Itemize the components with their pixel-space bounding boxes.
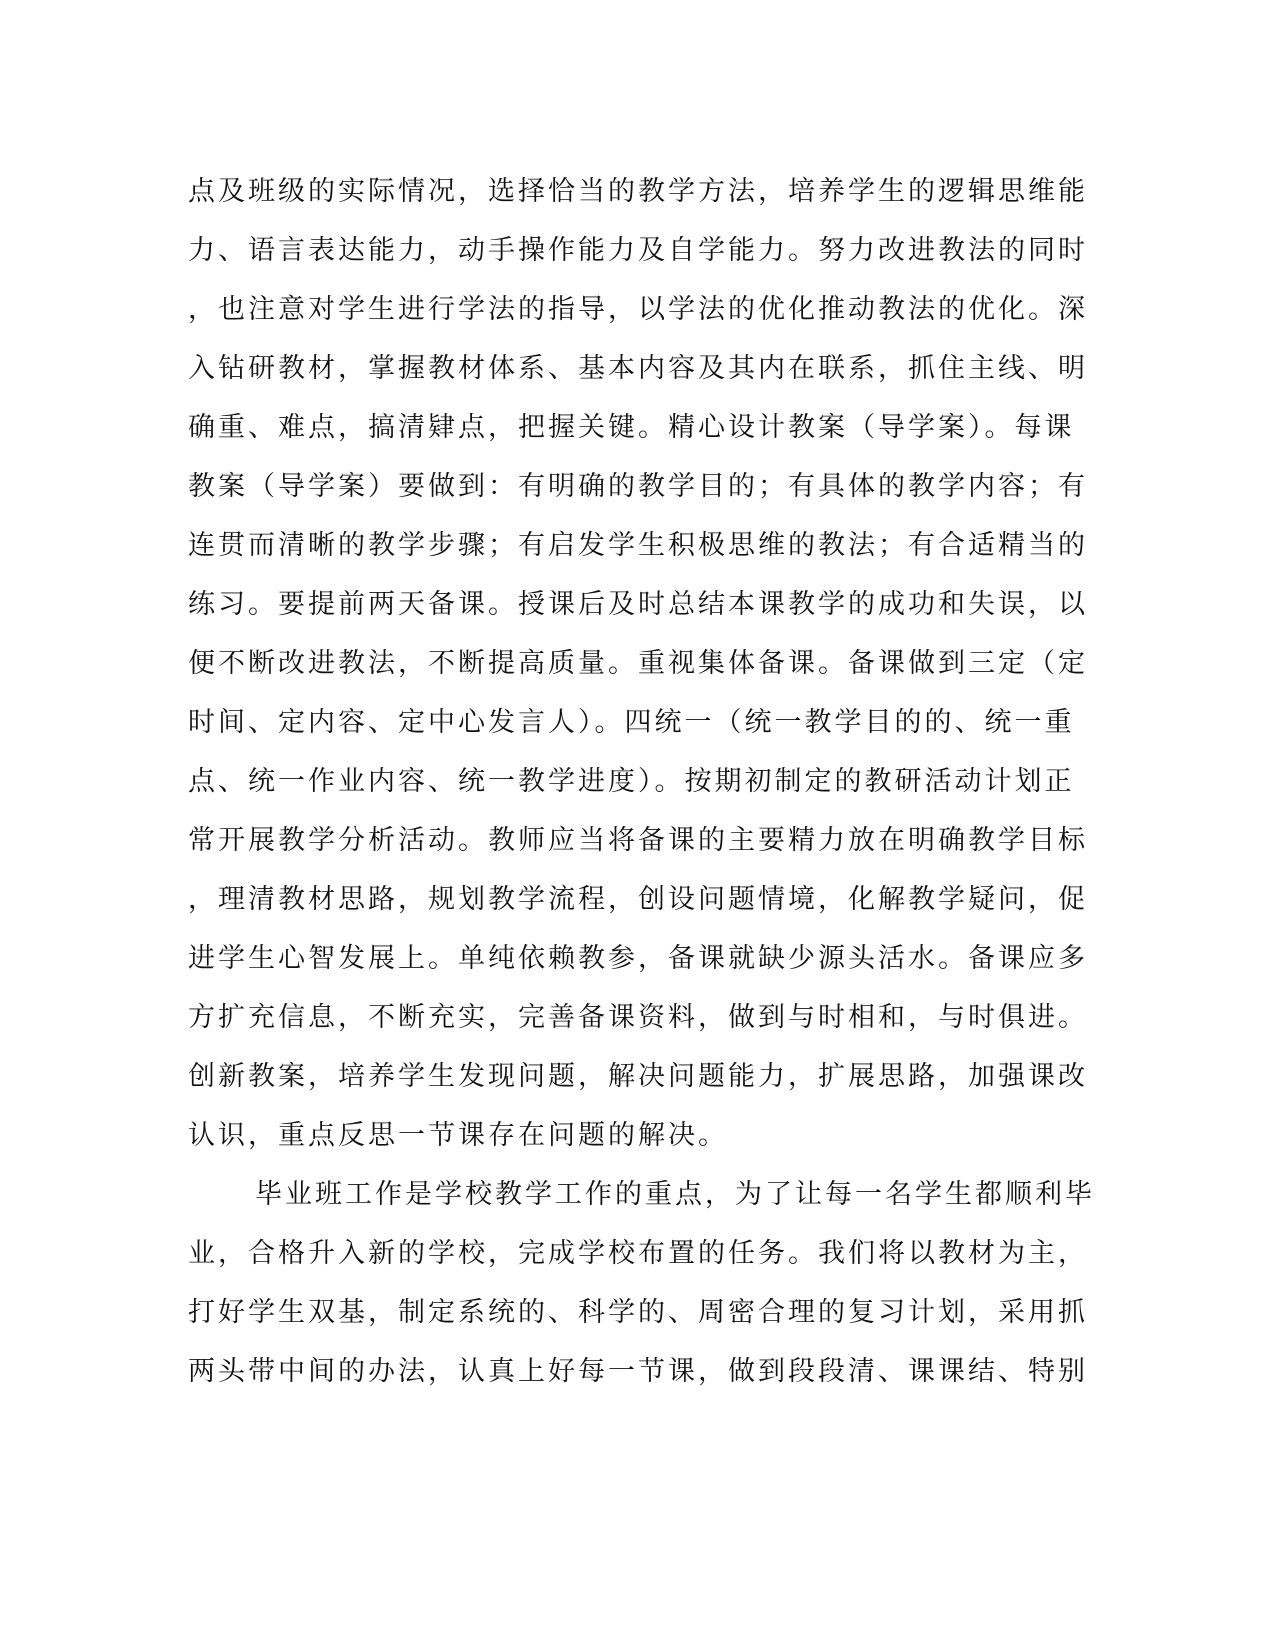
text-line-indented: 毕业班工作是学校教学工作的重点，为了让每一名学生都顺利毕 [255, 1179, 1095, 1210]
text-line: 连贯而清晰的教学步骤；有启发学生积极思维的教法；有合适精当的 [188, 530, 1088, 561]
text-line: 点、统一作业内容、统一教学进度）。按期初制定的教研活动计划正 [188, 766, 1075, 797]
text-line: 两头带中间的办法，认真上好每一节课，做到段段清、课课结、特别 [188, 1356, 1088, 1387]
text-line: 进学生心智发展上。单纯依赖教参，备课就缺少源头活水。备课应多 [188, 943, 1088, 974]
text-line: 点及班级的实际情况，选择恰当的教学方法，培养学生的逻辑思维能 [188, 176, 1088, 207]
text-line: ，理清教材思路，规划教学流程，创设问题情境，化解教学疑问，促 [188, 884, 1088, 915]
text-line: 常开展教学分析活动。教师应当将备课的主要精力放在明确教学目标 [188, 825, 1088, 856]
text-line: ，也注意对学生进行学法的指导，以学法的优化推动教法的优化。深 [188, 294, 1088, 325]
text-line: 入钻研教材，掌握教材体系、基本内容及其内在联系，抓住主线、明 [188, 353, 1088, 384]
text-line: 确重、难点，搞清肄点，把握关键。精心设计教案（导学案）。每课 [188, 412, 1075, 443]
text-line: 打好学生双基，制定系统的、科学的、周密合理的复习计划，采用抓 [188, 1297, 1088, 1328]
text-line: 力、语言表达能力，动手操作能力及自学能力。努力改进教法的同时 [188, 235, 1088, 266]
text-line: 便不断改进教法，不断提高质量。重视集体备课。备课做到三定（定 [188, 648, 1088, 679]
text-line: 业，合格升入新的学校，完成学校布置的任务。我们将以教材为主， [188, 1238, 1088, 1269]
text-line: 教案（导学案）要做到：有明确的教学目的；有具体的教学内容；有 [188, 471, 1088, 502]
document-body [188, 162, 1095, 1401]
text-line: 方扩充信息，不断充实，完善备课资料，做到与时相和，与时俱进。 [188, 1002, 1088, 1033]
text-line: 时间、定内容、定中心发言人）。四统一（统一教学目的的、统一重 [188, 707, 1075, 738]
paragraph-teaching-methods [188, 162, 1088, 1165]
text-line: 认识，重点反思一节课存在问题的解决。 [188, 1120, 728, 1151]
paragraph-graduating-class [188, 1165, 1095, 1401]
text-line: 创新教案，培养学生发现问题，解决问题能力，扩展思路，加强课改 [188, 1061, 1088, 1092]
text-line: 练习。要提前两天备课。授课后及时总结本课教学的成功和失误，以 [188, 589, 1088, 620]
